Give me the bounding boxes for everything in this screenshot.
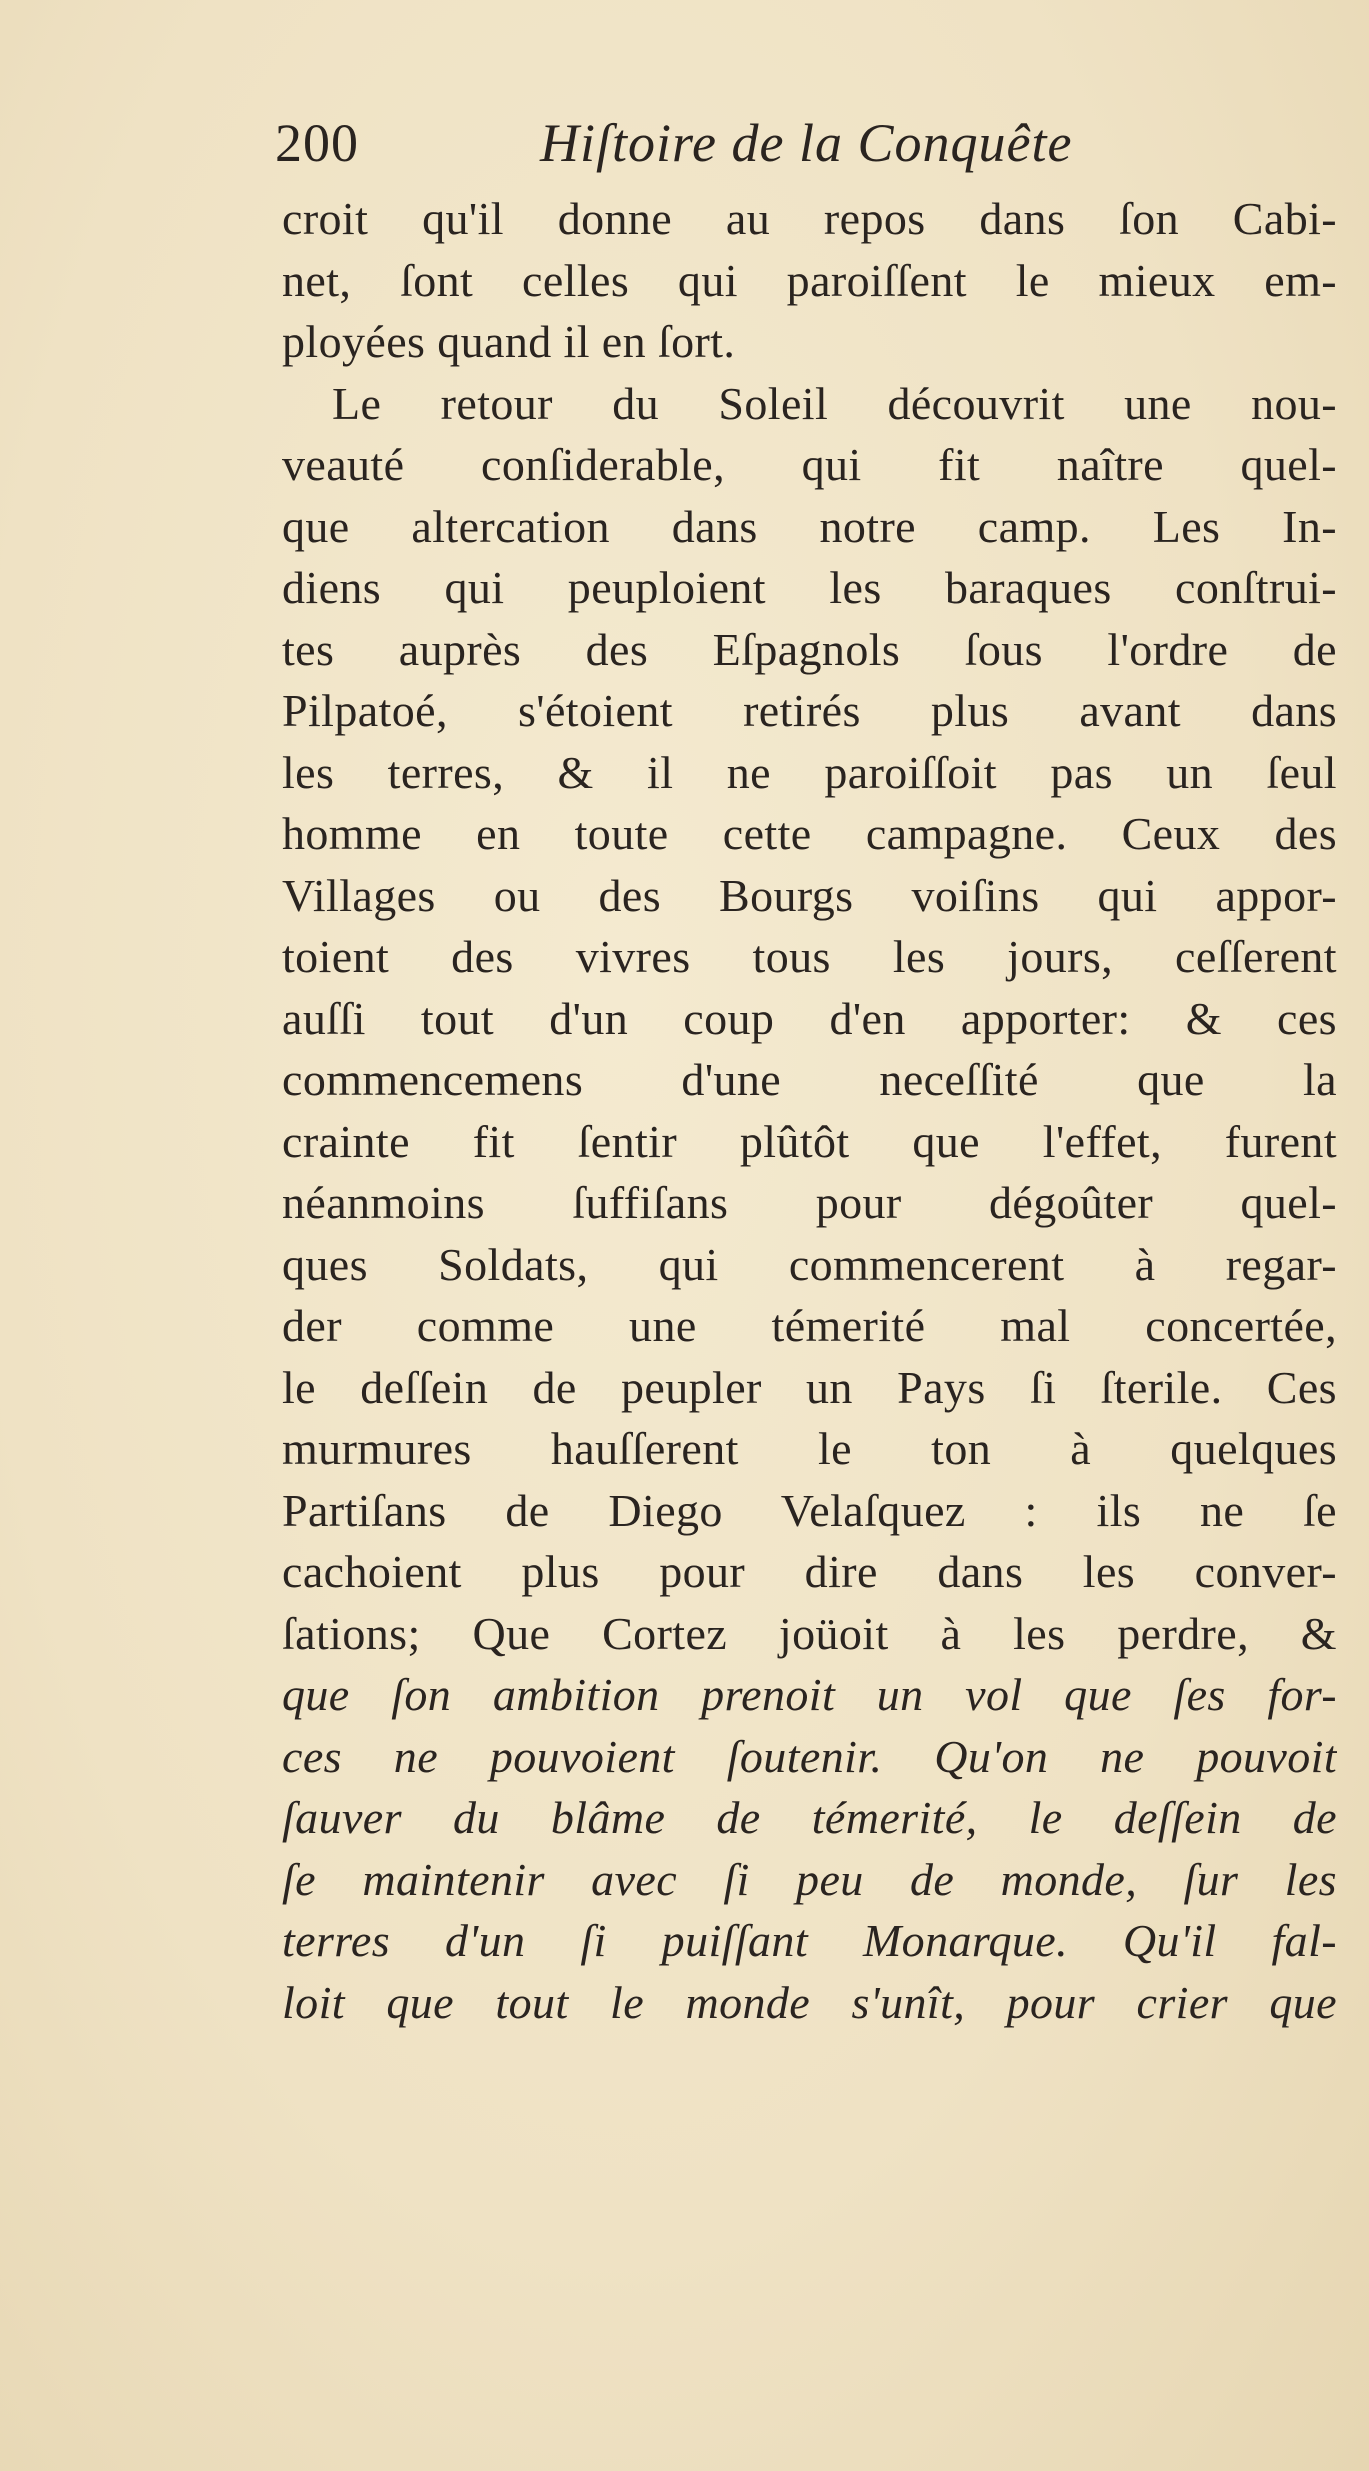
- text-line: cachoient plus pour dire dans les conver-: [282, 1546, 1337, 1597]
- text-line: toient des vivres tous les jours, ceſſerent: [282, 931, 1337, 982]
- text-line: le deſſein de peupler un Pays ſi ſterile. Ces: [282, 1361, 1337, 1413]
- text-line: les terres, & il ne paroiſſoit pas un ſeul: [282, 746, 1337, 798]
- text-line: ces ne pouvoient ſoutenir. Qu'on ne pouvoit: [282, 1730, 1337, 1782]
- running-title: Hiſtoire de la Conquête: [540, 113, 1073, 173]
- text-line: que ſon ambition prenoit un vol que ſes for-: [282, 1669, 1337, 1720]
- text-line: que altercation dans notre camp. Les In-: [282, 500, 1337, 552]
- text-line: veauté conſiderable, qui fit naître quel-: [282, 439, 1337, 490]
- text-line: ployées quand il en ſort.: [282, 316, 736, 367]
- text-line: crainte fit ſentir plûtôt que l'effet, furent: [282, 1115, 1337, 1167]
- text-line: diens qui peuploient les baraques conſtrui-: [282, 562, 1337, 613]
- text-line: croit qu'il donne au repos dans ſon Cabi-: [282, 193, 1337, 244]
- text-line: Le retour du Soleil découvrit une nou-: [332, 377, 1337, 429]
- text-line: homme en toute cette campagne. Ceux des: [282, 808, 1337, 859]
- text-line: terres d'un ſi puiſſant Monarque. Qu'il fal-: [282, 1915, 1337, 1966]
- text-line: commencemens d'une neceſſité que la: [282, 1054, 1337, 1105]
- text-line: Partiſans de Diego Velaſquez : ils ne ſe: [282, 1484, 1337, 1536]
- text-line: auſſi tout d'un coup d'en apporter: & ces: [282, 992, 1337, 1044]
- page-number: 200: [275, 113, 359, 173]
- text-line: Villages ou des Bourgs voiſins qui appor-: [282, 869, 1337, 921]
- text-line: der comme une témerité mal concertée,: [282, 1300, 1337, 1351]
- text-line: ſe maintenir avec ſi peu de monde, ſur les: [282, 1853, 1337, 1905]
- text-line: tes auprès des Eſpagnols ſous l'ordre de: [282, 623, 1337, 675]
- running-head: [275, 112, 1275, 192]
- text-line: ſauver du blâme de témerité, le deſſein de: [282, 1792, 1337, 1843]
- text-line: murmures hauſſerent le ton à quelques: [282, 1423, 1337, 1474]
- body-text: [282, 188, 1337, 2033]
- text-line: ques Soldats, qui commencerent à regar-: [282, 1238, 1337, 1290]
- text-line: net, ſont celles qui paroiſſent le mieux em-: [282, 254, 1337, 306]
- text-line: Pilpatoé, s'étoient retirés plus avant dans: [282, 685, 1337, 736]
- text-line: loit que tout le monde s'unît, pour crier que: [282, 1976, 1337, 2028]
- text-line: ſations; Que Cortez joüoit à les perdre, &: [282, 1607, 1337, 1659]
- text-line: néanmoins ſuffiſans pour dégoûter quel-: [282, 1177, 1337, 1228]
